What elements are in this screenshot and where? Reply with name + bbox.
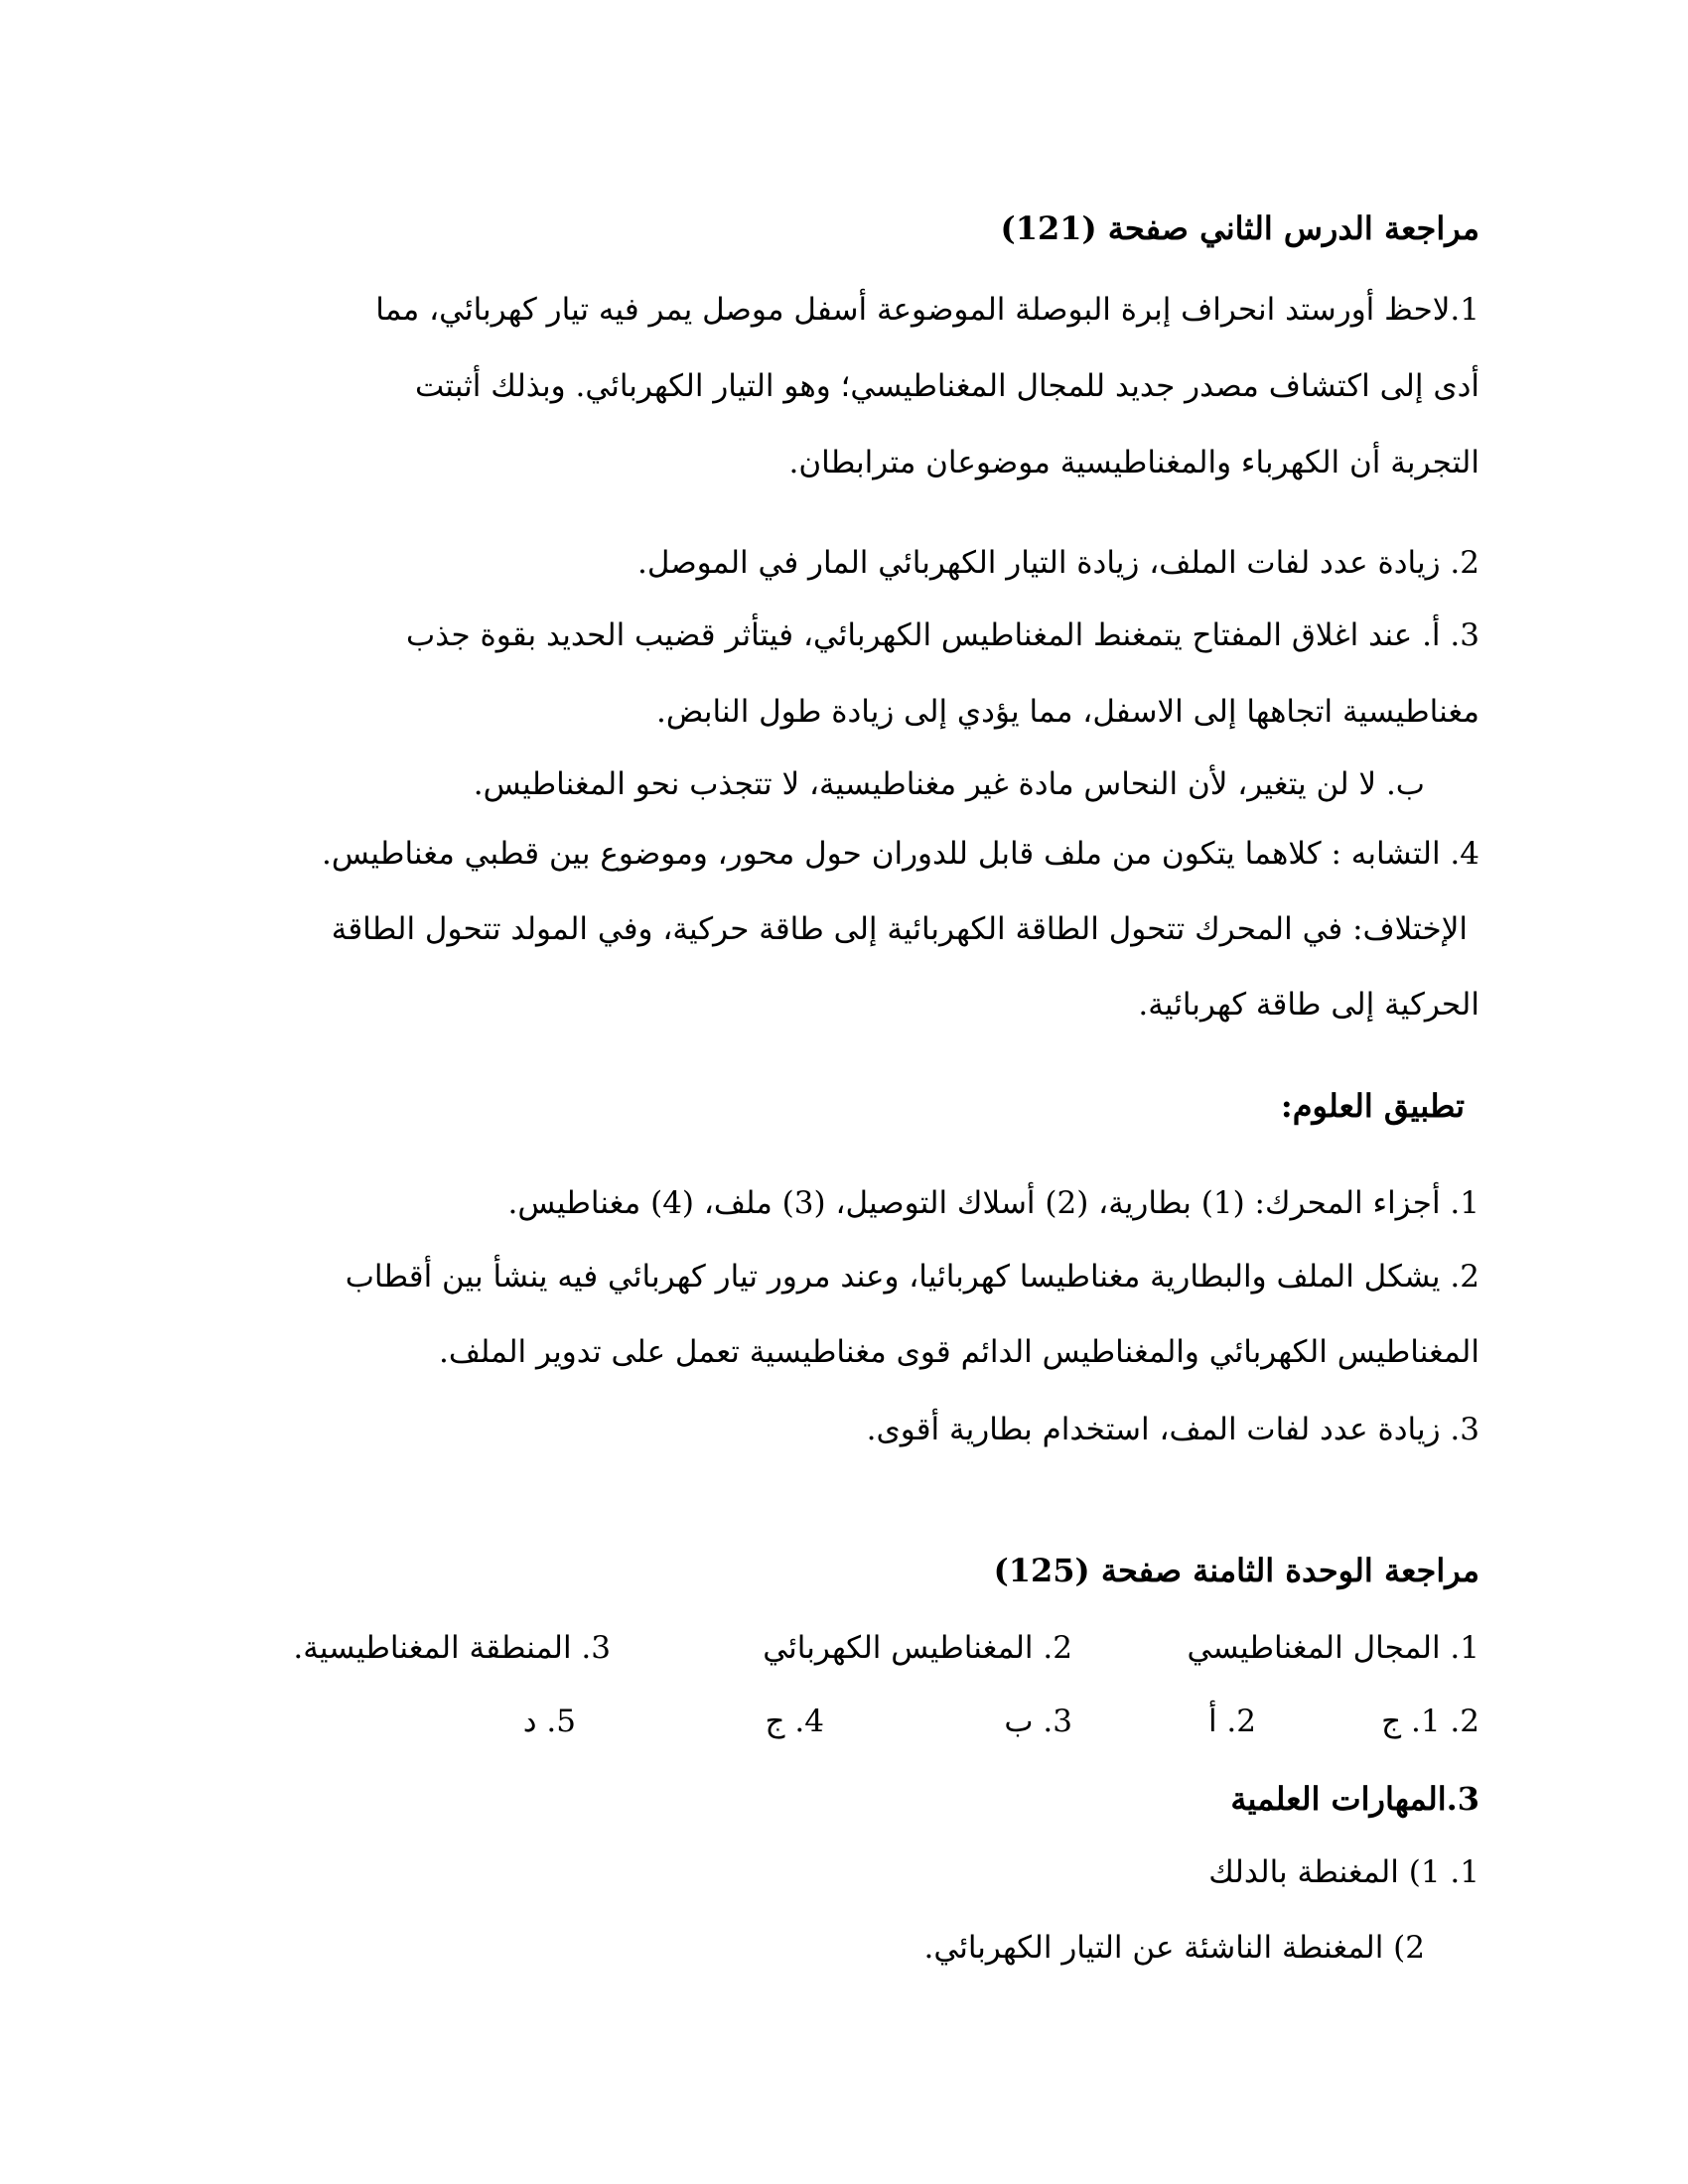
science-skills-title: 3.المهارات العلمية <box>1230 1780 1479 1818</box>
unit8-answer-2-item-1: 2. 1. ج <box>1381 1704 1479 1739</box>
section-title-unit8-review: مراجعة الوحدة الثامنة صفحة (125) <box>993 1552 1479 1589</box>
answer-3b: ب. لا لن يتغير، لأن النحاس مادة غير مغناطيسية، لا تتجذب نحو المغناطيس. <box>473 766 1425 802</box>
application-answer-2-line-2: المغناطيس الكهربائي والمغناطيس الدائم قوى مغناطيسية تعمل على تدوير الملف. <box>438 1334 1479 1370</box>
unit8-answer-1-item-2: 2. المغناطيس الكهربائي <box>763 1630 1072 1666</box>
answer-4-line-2: الإختلاف: في المحرك تتحول الطاقة الكهربائية إلى طاقة حركية، وفي المولد تتحول الطاقة <box>331 911 1468 947</box>
answer-3a-line-1: 3. أ. عند اغلاق المفتاح يتمغنط المغناطيس الكهربائي، فيتأثر قضيب الحديد بقوة جذب <box>406 617 1479 653</box>
application-answer-2-line-1: 2. يشكل الملف والبطارية مغناطيسا كهربائيا، وعند مرور تيار كهربائي فيه ينشأ بين أقطاب <box>345 1259 1479 1295</box>
unit8-answer-2-item-4: 4. ج <box>765 1704 824 1739</box>
answer-2: 2. زيادة عدد لفات الملف، زيادة التيار الكهربائي المار في الموصل. <box>637 545 1479 581</box>
application-answer-1: 1. أجزاء المحرك: (1) بطارية، (2) أسلاك التوصيل، (3) ملف، (4) مغناطيس. <box>507 1185 1479 1221</box>
application-answer-3: 3. زيادة عدد لفات المف، استخدام بطارية أقوى. <box>866 1412 1479 1447</box>
unit8-answer-2-item-5: 5. د <box>522 1704 576 1739</box>
answer-3a-line-2: مغناطيسية اتجاهها إلى الاسفل، مما يؤدي إلى زيادة طول النابض. <box>655 694 1479 730</box>
unit8-answer-1-item-3: 3. المنطقة المغناطيسية. <box>293 1630 611 1666</box>
answer-4-line-1: 4. التشابه : كلاهما يتكون من ملف قابل للدوران حول محور، وموضوع بين قطبي مغناطيس. <box>322 836 1479 872</box>
skill-answer-1: 1. 1) المغنطة بالدلك <box>1208 1854 1479 1890</box>
answer-4-line-3: الحركية إلى طاقة كهربائية. <box>1138 987 1479 1023</box>
unit8-answer-2-item-3: 3. ب <box>1004 1704 1072 1739</box>
answer-1-line-2: أدى إلى اكتشاف مصدر جديد للمجال المغناطيسي؛ وهو التيار الكهربائي. وبذلك أثبتت <box>414 368 1479 404</box>
answer-1-line-1: 1.لاحظ أورستد انحراف إبرة البوصلة الموضوعة أسفل موصل يمر فيه تيار كهربائي، مما <box>375 292 1479 328</box>
unit8-answer-1-item-1: 1. المجال المغناطيسي <box>1187 1630 1479 1666</box>
section-title-science-application: تطبيق العلوم: <box>1280 1087 1465 1125</box>
skill-answer-2: 2) المغنطة الناشئة عن التيار الكهربائي. <box>923 1930 1425 1966</box>
section-title-lesson2-review: مراجعة الدرس الثاني صفحة (121) <box>1000 209 1479 247</box>
answer-1-line-3: التجربة أن الكهرباء والمغناطيسية موضوعان مترابطان. <box>788 445 1479 480</box>
unit8-answer-2-item-2: 2. أ <box>1207 1704 1256 1739</box>
